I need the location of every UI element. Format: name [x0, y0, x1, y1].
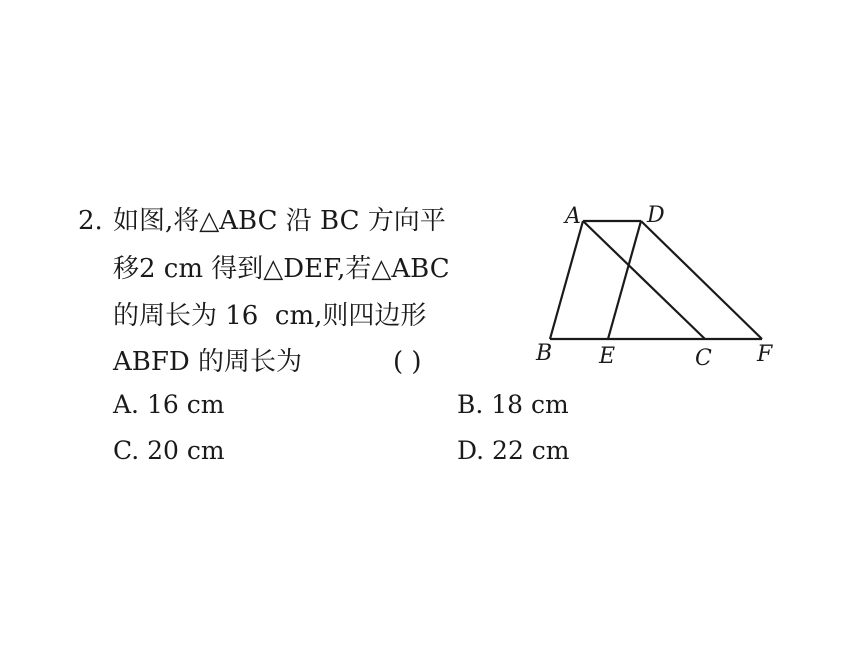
option-a[interactable]: A. 16 cm — [113, 390, 225, 419]
label-d: D — [647, 203, 665, 228]
question-line-2: 移2 cm 得到△DEF,若△ABC — [113, 254, 450, 284]
label-e: E — [599, 344, 616, 369]
segment-ab — [550, 221, 583, 339]
question-line-1: 如图,将△ABC 沿 BC 方向平 — [113, 206, 446, 236]
segment-df — [641, 221, 762, 339]
label-f: F — [757, 342, 773, 367]
label-a: A — [565, 204, 581, 229]
question-line-4: ABFD 的周长为 — [113, 347, 303, 377]
question-line-3: 的周长为 16 cm,则四边形 — [113, 301, 427, 331]
segment-ac — [583, 221, 705, 339]
label-b: B — [536, 341, 553, 366]
option-d[interactable]: D. 22 cm — [457, 436, 570, 465]
option-b[interactable]: B. 18 cm — [457, 390, 569, 419]
segment-de — [608, 221, 641, 339]
label-c: C — [695, 346, 712, 371]
option-c[interactable]: C. 20 cm — [113, 436, 225, 465]
geometry-figure — [520, 195, 800, 375]
answer-bracket: ( ) — [393, 347, 422, 377]
question-number: 2. — [78, 206, 103, 236]
